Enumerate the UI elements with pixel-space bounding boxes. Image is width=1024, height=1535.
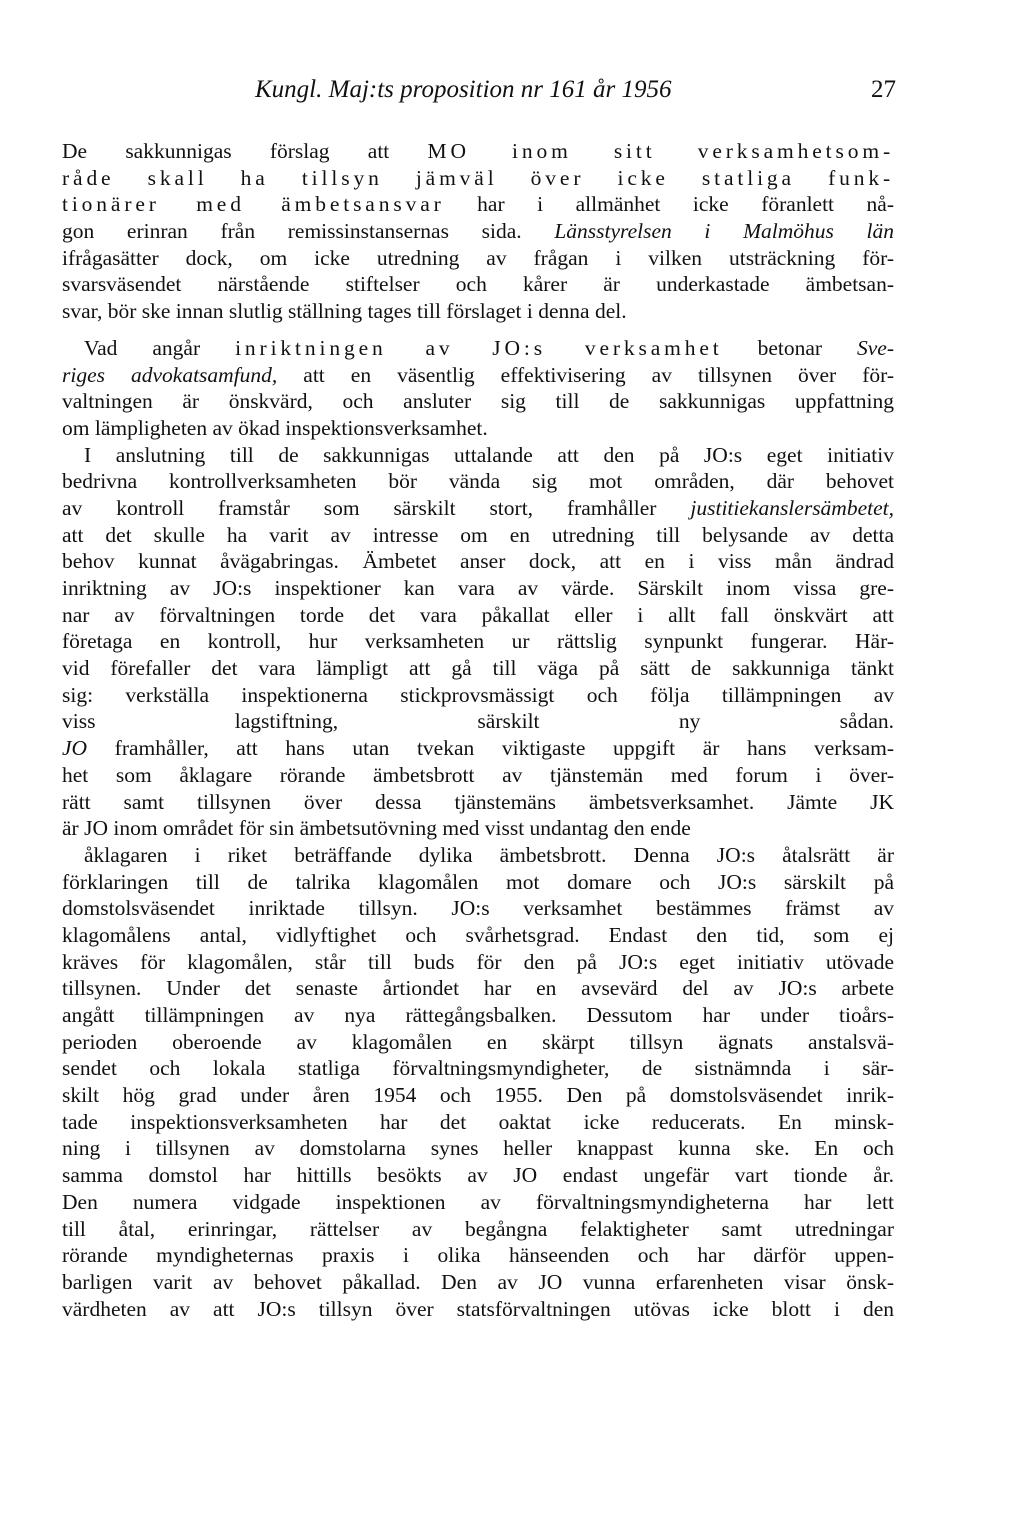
text-run: het som åklagare rörande ämbetsbrott av tjänstemän med forum i över-	[62, 762, 894, 787]
text-run: klagomålens antal, vidlyftighet och svårhetsgrad. Endast den tid, som ej	[62, 922, 894, 947]
text-line	[62, 762, 894, 789]
text-line	[62, 575, 894, 602]
text-line	[62, 1296, 894, 1323]
text-run: samma domstol har hittills besökts av JO endast ungefär vart tionde år.	[62, 1163, 894, 1188]
body-text	[62, 138, 894, 1322]
text-run: sendet och lokala statliga förvaltningsmyndigheter, de sistnämnda i sär-	[62, 1056, 894, 1081]
text-line	[62, 298, 894, 325]
text-line	[62, 602, 894, 629]
text-line	[62, 1216, 894, 1243]
text-run: svarsväsendet närstående stiftelser och kårer är underkastade ämbetsan-	[62, 272, 894, 297]
text-run: De sakkunnigas förslag att	[62, 139, 428, 163]
paragraph	[62, 138, 894, 325]
text-run: domstolsväsendet inriktade tillsyn. JO:s verksamhet bestämmes främst av	[62, 896, 894, 921]
text-run: förklaringen till de talrika klagomålen mot domare och JO:s särskilt på	[62, 869, 894, 894]
page-header	[62, 70, 894, 110]
text-run: rörande myndigheternas praxis i olika hänseenden och har därför uppen-	[62, 1243, 894, 1268]
text-line	[62, 191, 894, 218]
text-run: barligen varit av behovet påkallad. Den av JO vunna erfarenheten visar önsk-	[62, 1269, 894, 1294]
italic-text: Sve-	[857, 335, 895, 360]
running-header-title: Kungl. Maj:ts proposition nr 161 år 1956	[255, 76, 672, 103]
text-line	[62, 922, 894, 949]
text-run: betonar	[722, 335, 858, 360]
italic-text: Länsstyrelsen i Malmöhus län	[554, 219, 894, 244]
italic-text: riges advokatsamfund,	[62, 362, 278, 387]
text-run: angått tillämpningen av nya rättegångsbalken. Dessutom har under tioårs-	[62, 1003, 894, 1027]
text-line	[62, 415, 894, 442]
text-run: bedrivna kontrollverksamheten bör vända sig mot områden, där behovet	[62, 469, 894, 494]
spaced-text: tionärer med ämbetsansvar	[62, 192, 445, 217]
text-line	[62, 1055, 894, 1082]
text-run: om lämpligheten av ökad inspektionsverksamhet.	[62, 415, 488, 440]
text-run: att en väsentlig effektivisering av tillsynen över för-	[277, 362, 894, 387]
text-line	[62, 495, 894, 522]
text-run: värdheten av att JO:s tillsyn över statsförvaltningen utövas icke blott i den	[62, 1296, 894, 1321]
text-line	[62, 655, 894, 682]
text-run: perioden oberoende av klagomålen en skärpt tillsyn ägnats anstalsvä-	[62, 1029, 894, 1054]
spaced-text: MO inom sitt verksamhetsom-	[427, 139, 894, 163]
text-run: svar, bör ske innan slutlig ställning tages till förslaget i denna del.	[62, 299, 627, 324]
text-line	[62, 442, 894, 469]
text-line	[62, 1135, 894, 1162]
text-line	[62, 271, 894, 298]
text-run: behov kunnat åvägabringas. Ämbetet anser dock, att en i viss mån ändrad	[62, 549, 894, 574]
text-run: sig: verkställa inspektionerna stickprovsmässigt och följa tillämpningen av	[62, 682, 894, 707]
text-line	[62, 335, 894, 362]
text-line	[62, 388, 894, 415]
text-line	[62, 895, 894, 922]
text-line	[62, 245, 894, 272]
text-line	[62, 138, 894, 165]
text-run: valtningen är önskvärd, och ansluter sig till de sakkunnigas uppfattning	[62, 389, 894, 414]
text-line	[62, 628, 894, 655]
text-run: har i allmänhet icke föranlett nå-	[444, 192, 894, 217]
paragraph	[62, 335, 894, 1322]
text-line	[62, 975, 894, 1002]
text-run: vid förefaller det vara lämpligt att gå till väga på sätt de sakkunniga tänkt	[62, 656, 894, 681]
text-run: tade inspektionsverksamheten har det oaktat icke reducerats. En minsk-	[62, 1109, 894, 1134]
text-run: ifrågasätter dock, om icke utredning av frågan i vilken utsträckning för-	[62, 245, 894, 270]
text-line	[62, 218, 894, 245]
text-line	[62, 468, 894, 495]
text-line	[62, 1029, 894, 1056]
text-line	[62, 548, 894, 575]
text-run: kräves för klagomålen, står till buds för den på JO:s eget initiativ utövade	[62, 949, 894, 974]
text-run: av kontroll framstår som särskilt stort, framhåller	[62, 495, 691, 520]
italic-text: justitiekanslersämbetet,	[690, 495, 894, 520]
text-line	[62, 1242, 894, 1269]
text-run: tillsynen. Under det senaste årtiondet har en avsevärd del av JO:s arbete	[62, 976, 894, 1001]
text-run: Den numera vidgade inspektionen av förvaltningsmyndigheterna har lett	[62, 1189, 894, 1214]
text-line	[62, 842, 894, 869]
document-page	[62, 70, 894, 1322]
text-run: rätt samt tillsynen över dessa tjänstemäns ämbetsverksamhet. Jämte JK	[62, 789, 894, 814]
text-run: viss lagstiftning, särskilt ny sådan.	[62, 709, 894, 734]
page-number: 27	[871, 76, 896, 103]
italic-text: JO	[62, 736, 88, 761]
text-line	[62, 362, 894, 389]
text-line	[62, 789, 894, 816]
text-run: skilt hög grad under åren 1954 och 1955. Den på domstolsväsendet inrik-	[62, 1083, 894, 1108]
text-run: gon erinran från remissinstansernas sida.	[62, 219, 555, 244]
spaced-text: råde skall ha tillsyn jämväl över icke statliga funk-	[62, 165, 894, 190]
text-line	[62, 708, 894, 735]
text-line	[62, 1189, 894, 1216]
text-run: till åtal, erinringar, rättelser av begångna felaktigheter samt utredningar	[62, 1216, 894, 1241]
text-line	[62, 1002, 894, 1029]
text-line	[62, 949, 894, 976]
text-line	[62, 165, 894, 192]
text-run: företaga en kontroll, hur verksamheten ur rättslig synpunkt fungerar. Här-	[62, 629, 894, 654]
text-run: Vad angår	[84, 335, 236, 360]
text-line	[62, 682, 894, 709]
text-run: nar av förvaltningen torde det vara påkallat eller i allt fall önskvärt att	[62, 602, 894, 627]
text-run: att det skulle ha varit av intresse om en utredning till belysande av detta	[62, 522, 894, 547]
text-line	[62, 522, 894, 549]
text-run: ning i tillsynen av domstolarna synes heller knappast kunna ske. En och	[62, 1136, 894, 1161]
text-run: inriktning av JO:s inspektioner kan vara av värde. Särskilt inom vissa gre-	[62, 576, 894, 600]
text-line	[62, 1109, 894, 1136]
spaced-text: inriktningen av JO:s verksamhet	[235, 335, 723, 360]
text-line	[62, 1162, 894, 1189]
text-line	[62, 1269, 894, 1296]
text-line	[62, 869, 894, 896]
text-line	[62, 735, 894, 762]
text-run: I anslutning till de sakkunnigas uttalande att den på JO:s eget initiativ	[84, 442, 894, 467]
text-line	[62, 815, 894, 842]
text-run: åklagaren i riket beträffande dylika ämbetsbrott. Denna JO:s åtalsrätt är	[84, 842, 894, 867]
text-line	[62, 1082, 894, 1109]
text-run: är JO inom området för sin ämbetsutövning med visst undantag den ende	[62, 816, 691, 841]
text-run: framhåller, att hans utan tvekan viktigaste uppgift är hans verksam-	[87, 736, 894, 761]
